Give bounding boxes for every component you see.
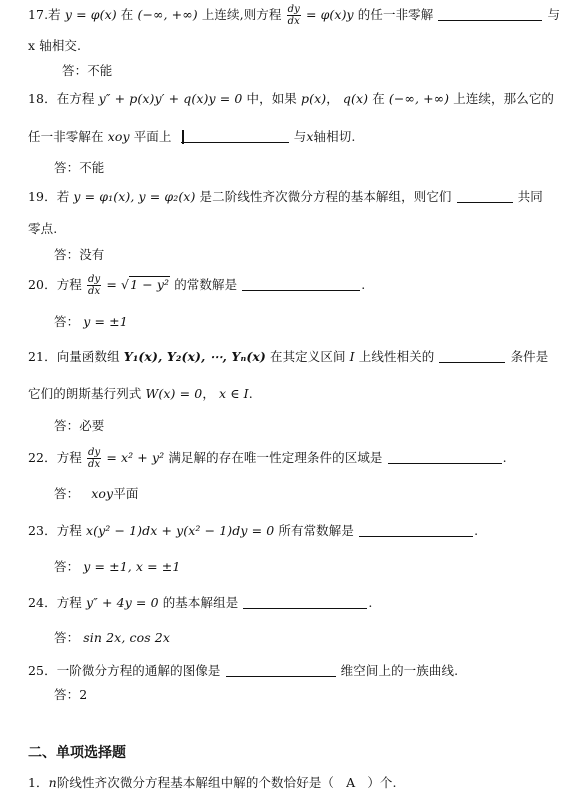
c1-text: 阶线性齐次微分方程基本解组中解的个数恰好是（ bbox=[56, 775, 335, 790]
q19-text-common: 共同 bbox=[517, 189, 543, 204]
q21-text-wronskian: 它们的朗斯基行列式 bbox=[28, 386, 142, 401]
q25-text: 25．一阶微分方程的通解的图像是 bbox=[28, 663, 221, 678]
question-25 bbox=[28, 662, 563, 680]
q22-xoy: xoy bbox=[91, 486, 114, 501]
section-title: 二、单项选择题 bbox=[28, 745, 126, 761]
q20-answer-blank[interactable] bbox=[242, 277, 360, 291]
q18-q: q(x) bbox=[342, 91, 369, 106]
q18-line2 bbox=[28, 128, 563, 146]
q25-answer: 答：2 bbox=[54, 687, 88, 702]
q17-text-solution: 的任一非零解 bbox=[357, 7, 434, 22]
question-22 bbox=[28, 447, 563, 470]
q20-numerator: dy bbox=[87, 274, 101, 285]
q17-text-zai: 在 bbox=[120, 7, 134, 22]
q21-x-in-I: x ∈ I bbox=[219, 386, 249, 401]
q19-solutions: y = φ₁(x), y = φ₂(x) bbox=[73, 189, 196, 204]
q22-period: . bbox=[502, 450, 507, 465]
question-17 bbox=[28, 4, 563, 27]
q21-comma: ， bbox=[202, 386, 215, 401]
q24-answer bbox=[54, 629, 563, 647]
q19-line2: 零点. bbox=[28, 221, 58, 236]
question-21 bbox=[28, 348, 563, 366]
q21-answer-blank[interactable] bbox=[439, 349, 505, 363]
q23-text: 23．方程 bbox=[28, 523, 82, 538]
q21-text-condition: 条件是 bbox=[510, 349, 549, 364]
q18-text-plane: 平面上 bbox=[133, 129, 172, 144]
q18-text-zai: 在 bbox=[372, 91, 385, 106]
q20-period: . bbox=[361, 277, 366, 292]
question-23 bbox=[28, 522, 563, 540]
q23-answer-blank[interactable] bbox=[359, 523, 473, 537]
q17-denominator: dx bbox=[287, 16, 300, 27]
q19-answer: 答：没有 bbox=[54, 247, 105, 262]
q20-fraction bbox=[87, 274, 101, 297]
q18-text-if: 中，如果 bbox=[246, 91, 297, 106]
q18-text-continuous: 上连续，那么它的 bbox=[453, 91, 555, 106]
q18-x: x bbox=[306, 129, 314, 144]
q19-text: 19．若 bbox=[28, 189, 70, 204]
q17-text-continuous: 上连续,则方程 bbox=[201, 7, 282, 22]
q21-I: I bbox=[349, 349, 355, 364]
question-20 bbox=[28, 274, 563, 297]
q17-numerator: dy bbox=[287, 4, 300, 15]
q25-text-curves: 维空间上的一族曲线. bbox=[340, 663, 459, 678]
q21-vectors: Y₁(x), Y₂(x), ⋯, Yₙ(x) bbox=[123, 349, 266, 364]
q24-text-basis: 的基本解组是 bbox=[162, 595, 239, 610]
q22-text-plane: 平面 bbox=[113, 486, 139, 501]
q22-answer-blank[interactable] bbox=[388, 450, 502, 464]
q24-text: 24．方程 bbox=[28, 595, 82, 610]
q24-answer-blank[interactable] bbox=[243, 595, 367, 609]
c1-text-end: ）个. bbox=[367, 775, 397, 790]
q19-text-basis: 是二阶线性齐次微分方程的基本解组，则它们 bbox=[199, 189, 452, 204]
q21-text-interval: 在其定义区间 bbox=[269, 349, 346, 364]
q20-denominator: dx bbox=[87, 286, 101, 297]
q18-text-any: 任一非零解在 bbox=[28, 129, 104, 144]
q22-fraction bbox=[87, 447, 101, 470]
q21-answer: 答：必要 bbox=[54, 418, 105, 433]
sqrt-icon: √ bbox=[120, 277, 130, 292]
q21-period: . bbox=[248, 386, 253, 401]
q22-answer-label: 答： bbox=[54, 486, 80, 501]
q22-text-region: 满足解的存在唯一性定理条件的区域是 bbox=[168, 450, 383, 465]
q21-text-dependent: 上线性相关的 bbox=[358, 349, 435, 364]
q17-rhs: = φ(x)y bbox=[305, 7, 354, 22]
q18-equation: y″ + p(x)y′ + q(x)y = 0 bbox=[98, 91, 243, 106]
q17-answer-blank[interactable] bbox=[438, 7, 542, 21]
q25-answer-blank[interactable] bbox=[226, 663, 336, 677]
q18-answer: 答：不能 bbox=[54, 160, 105, 175]
c1-answer: A bbox=[346, 775, 356, 790]
choice-question-1 bbox=[28, 774, 563, 792]
q21-line2 bbox=[28, 385, 563, 403]
c1-number: 1． bbox=[28, 775, 49, 790]
q20-radicand: 1 − y² bbox=[130, 277, 170, 292]
q17-text: 17.若 bbox=[28, 7, 61, 22]
q17-interval: (−∞, +∞) bbox=[137, 7, 198, 22]
question-18 bbox=[28, 90, 563, 108]
q17-answer: 答：不能 bbox=[62, 63, 113, 78]
q24-answer-label: 答： bbox=[54, 630, 80, 645]
q20-answer-value: y = ±1 bbox=[83, 314, 128, 329]
q18-answer-blank[interactable] bbox=[181, 129, 289, 143]
q17-fraction bbox=[287, 4, 301, 27]
q23-text-constants: 所有常数解是 bbox=[278, 523, 354, 538]
question-19 bbox=[28, 188, 563, 206]
q22-rhs: = x² + y² bbox=[106, 450, 165, 465]
q22-text: 22．方程 bbox=[28, 450, 82, 465]
q18-text: 18．在方程 bbox=[28, 91, 95, 106]
q19-answer-blank[interactable] bbox=[457, 189, 513, 203]
q18-text-with: 与 bbox=[293, 129, 307, 144]
q23-period: . bbox=[474, 523, 479, 538]
q22-numerator: dy bbox=[87, 447, 101, 458]
q18-interval: (−∞, +∞) bbox=[388, 91, 450, 106]
q22-denominator: dx bbox=[87, 459, 101, 470]
question-24 bbox=[28, 594, 563, 612]
q17-math-y: y = φ(x) bbox=[64, 7, 117, 22]
q22-answer bbox=[54, 485, 563, 503]
q18-comma: ， bbox=[326, 91, 339, 106]
q20-answer bbox=[54, 313, 563, 331]
q17-line2: x 轴相交. bbox=[28, 38, 82, 53]
q18-p: p(x) bbox=[300, 91, 327, 106]
q18-text-tangent: 轴相切. bbox=[313, 129, 356, 144]
q21-text: 21．向量函数组 bbox=[28, 349, 120, 364]
q24-equation: y″ + 4y = 0 bbox=[85, 595, 159, 610]
q21-W: W(x) = 0 bbox=[145, 386, 203, 401]
q18-xoy: xoy bbox=[107, 129, 130, 144]
c1-n: n bbox=[48, 775, 57, 790]
q24-period: . bbox=[368, 595, 373, 610]
q17-text-with: 与 bbox=[547, 7, 561, 22]
q23-answer bbox=[54, 558, 563, 576]
q23-answer-value: y = ±1, x = ±1 bbox=[83, 559, 181, 574]
q20-equals: = bbox=[106, 277, 117, 292]
q23-equation: x(y² − 1)dx + y(x² − 1)dy = 0 bbox=[85, 523, 275, 538]
q20-text: 20．方程 bbox=[28, 277, 82, 292]
q20-text-constant: 的常数解是 bbox=[174, 277, 238, 292]
q20-answer-label: 答： bbox=[54, 314, 80, 329]
q23-answer-label: 答： bbox=[54, 559, 80, 574]
q24-answer-value: sin 2x, cos 2x bbox=[83, 630, 170, 645]
